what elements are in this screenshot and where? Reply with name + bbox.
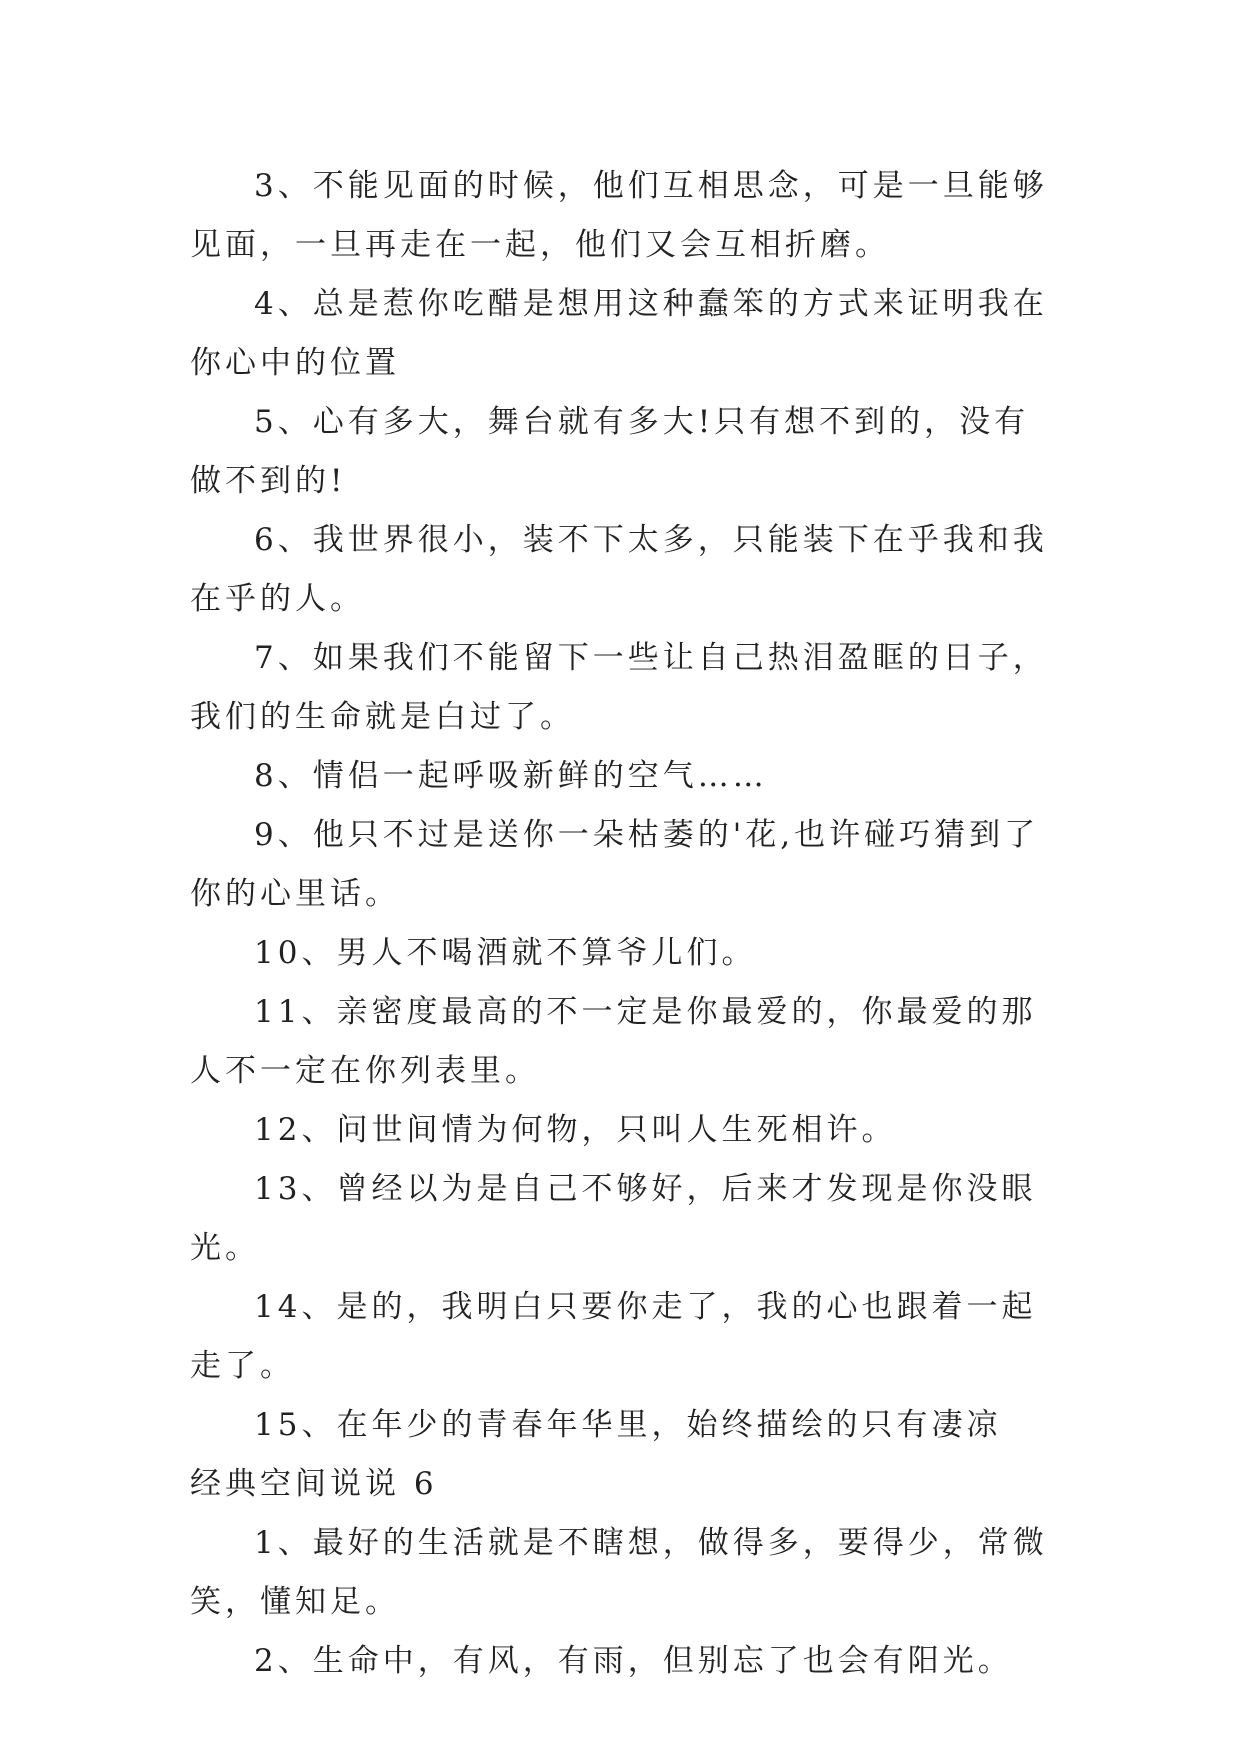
document-body: [190, 157, 1060, 1691]
list-item: 10、男人不喝酒就不算爷儿们。: [254, 935, 757, 971]
list-item: 1、最好的生活就是不瞎想，做得多，要得少，常微笑，懂知足。: [190, 1525, 1048, 1620]
list-item: 11、亲密度最高的不一定是你最爱的，你最爱的那人不一定在你列表里。: [190, 994, 1037, 1089]
list-item: 3、不能见面的时候，他们互相思念，可是一旦能够见面，一旦再走在一起，他们又会互相折磨。: [190, 168, 1048, 263]
list-item: 5、心有多大，舞台就有多大!只有想不到的，没有做不到的!: [190, 404, 1030, 499]
list-item: 8、情侣一起呼吸新鲜的空气……: [254, 758, 768, 794]
list-item: 13、曾经以为是自己不够好，后来才发现是你没眼光。: [190, 1171, 1037, 1266]
list-item: 6、我世界很小，装不下太多，只能装下在乎我和我在乎的人。: [190, 522, 1048, 617]
section-heading: 经典空间说说 6: [190, 1466, 438, 1502]
list-item: 12、问世间情为何物，只叫人生死相许。: [254, 1112, 897, 1148]
list-item: 15、在年少的青春年华里，始终描绘的只有凄凉: [254, 1407, 1002, 1443]
list-item: 7、如果我们不能留下一些让自己热泪盈眶的日子，我们的生命就是白过了。: [190, 640, 1048, 735]
list-item: 4、总是惹你吃醋是想用这种蠢笨的方式来证明我在你心中的位置: [190, 286, 1048, 381]
list-item: 14、是的，我明白只要你走了，我的心也跟着一起走了。: [190, 1289, 1037, 1384]
list-item: 9、他只不过是送你一朵枯萎的'花,也许碰巧猜到了你的心里话。: [190, 817, 1040, 912]
list-item: 2、生命中，有风，有雨，但别忘了也会有阳光。: [254, 1643, 1013, 1679]
